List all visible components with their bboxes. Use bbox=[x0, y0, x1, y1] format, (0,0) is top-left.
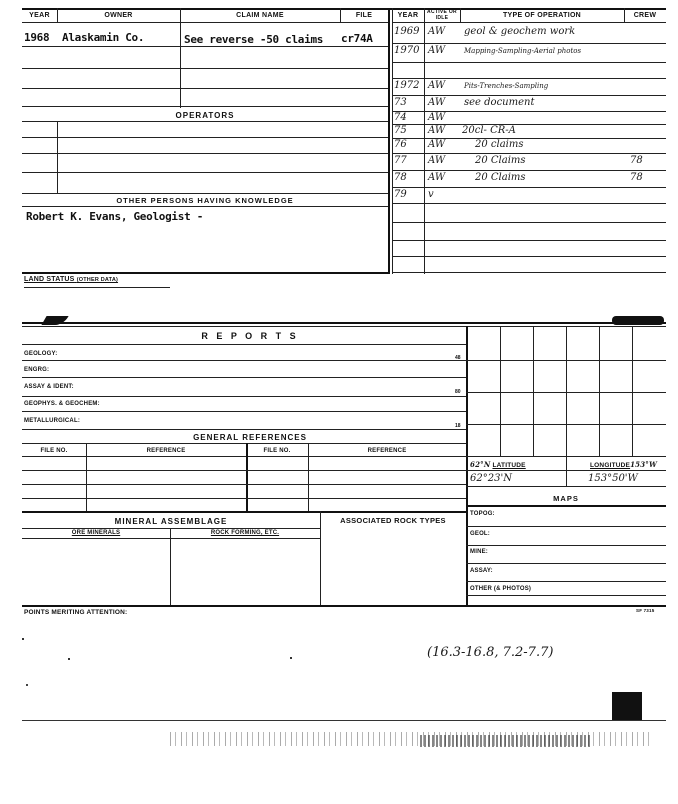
reports-top-border-2 bbox=[22, 326, 666, 327]
operation-status: AW bbox=[428, 172, 446, 183]
col-line bbox=[86, 443, 87, 511]
map-row-line bbox=[466, 526, 666, 527]
bottom-rule bbox=[22, 720, 666, 721]
speckle bbox=[290, 657, 292, 659]
operation-type: 20 Claims bbox=[475, 155, 526, 166]
divider-reports-right bbox=[466, 326, 468, 606]
divider-left-right bbox=[388, 8, 390, 274]
map-row-line bbox=[466, 581, 666, 582]
op-row-line bbox=[392, 78, 666, 79]
owner-row-line bbox=[22, 68, 388, 69]
operation-type: see document bbox=[464, 97, 535, 108]
reports-title: R E P O R T S bbox=[201, 331, 299, 341]
operation-status: AW bbox=[428, 155, 446, 166]
owner-file: cr74A bbox=[341, 32, 373, 45]
speckle bbox=[22, 638, 24, 640]
grid-line bbox=[599, 326, 600, 456]
reports-top-border bbox=[22, 322, 666, 324]
mineral-rule bbox=[22, 528, 320, 529]
ore-minerals-header: ORE MINERALS bbox=[71, 530, 121, 536]
land-status-underline bbox=[24, 287, 170, 288]
ref-row-line bbox=[22, 484, 466, 485]
form-code: SF 7315 bbox=[636, 608, 655, 613]
owner-name: Alaskamin Co. bbox=[62, 31, 145, 44]
other-persons-title: OTHER PERSONS HAVING KNOWLEDGE bbox=[116, 196, 294, 205]
operation-type: Pits-Trenches-Sampling bbox=[464, 82, 549, 90]
longitude-label: LONGITUDE153°W bbox=[590, 460, 658, 469]
col-line bbox=[180, 8, 181, 108]
operators-title: OPERATORS bbox=[175, 111, 235, 120]
references-bottom bbox=[22, 511, 466, 513]
col-line bbox=[308, 443, 309, 511]
operators-rule bbox=[22, 121, 388, 122]
longitude-value: 153°50'W bbox=[588, 473, 638, 484]
other-person-name: Robert K. Evans, Geologist - bbox=[26, 210, 204, 223]
report-geophys: GEOPHYS. & GEOCHEM: bbox=[24, 401, 100, 407]
map-row-line bbox=[466, 545, 666, 546]
lat-long-bottom bbox=[466, 486, 666, 487]
col-line bbox=[424, 8, 425, 274]
header-rule-right bbox=[392, 22, 666, 23]
operation-year: 74 bbox=[394, 112, 407, 123]
mineral-header-rule bbox=[22, 538, 320, 539]
grid-line bbox=[466, 392, 666, 393]
operation-year: 75 bbox=[394, 125, 407, 136]
report-row-line bbox=[22, 377, 466, 378]
header-file: FILE bbox=[355, 12, 373, 19]
latitude-label: 62°N LATITUDE bbox=[470, 460, 526, 469]
owner-row-line bbox=[22, 46, 388, 47]
owner-claim-name: See reverse -50 claims bbox=[184, 33, 324, 46]
associated-rock-types-title: ASSOCIATED ROCK TYPES bbox=[340, 516, 446, 525]
references-rule bbox=[22, 443, 466, 444]
report-row-line bbox=[22, 396, 466, 397]
report-row-line bbox=[22, 429, 466, 430]
speckle bbox=[68, 658, 70, 660]
punch-mark-bottom bbox=[612, 692, 642, 720]
map-geol: GEOL: bbox=[470, 531, 490, 537]
col-line bbox=[246, 443, 248, 511]
ref-row-line bbox=[22, 470, 466, 471]
op-row-line bbox=[392, 62, 666, 63]
grid-line bbox=[466, 360, 666, 361]
operation-status: AW bbox=[428, 26, 446, 37]
op-row-line bbox=[392, 170, 666, 171]
grid-line bbox=[632, 326, 633, 456]
header-year: YEAR bbox=[29, 12, 50, 19]
report-number: 48 bbox=[455, 355, 461, 361]
col-line bbox=[170, 528, 171, 606]
latitude-value: 62°23'N bbox=[470, 473, 512, 484]
land-status-title: LAND STATUS (OTHER DATA) bbox=[24, 276, 119, 283]
operation-type: 20 claims bbox=[475, 139, 524, 150]
operator-row-line bbox=[22, 193, 388, 194]
owner-year: 1968 bbox=[24, 31, 50, 44]
report-assay: ASSAY & IDENT: bbox=[24, 384, 74, 390]
rock-forming-header: ROCK FORMING, ETC. bbox=[210, 530, 280, 536]
ref-header-reference-2: REFERENCE bbox=[367, 448, 407, 454]
owner-row-line bbox=[22, 88, 388, 89]
operation-status: AW bbox=[428, 125, 446, 136]
ref-row-line bbox=[22, 498, 466, 499]
header-year-2: YEAR bbox=[397, 12, 419, 19]
divider-left-right-inner bbox=[392, 8, 393, 274]
operation-year: 1972 bbox=[394, 80, 420, 91]
references-header-rule bbox=[22, 456, 466, 457]
mineral-assemblage-title: MINERAL ASSEMBLAGE bbox=[114, 517, 228, 526]
operation-crew: 78 bbox=[630, 155, 643, 166]
operation-status: AW bbox=[428, 97, 446, 108]
operation-status: v bbox=[428, 189, 434, 200]
report-metallurgical: METALLURGICAL: bbox=[24, 418, 81, 424]
header-crew: CREW bbox=[633, 12, 657, 19]
map-mine: MINE: bbox=[470, 549, 488, 555]
operation-type: 20 Claims bbox=[475, 172, 526, 183]
report-row-line bbox=[22, 360, 466, 361]
op-row-line bbox=[392, 43, 666, 44]
op-row-line bbox=[392, 153, 666, 154]
operation-year: 73 bbox=[394, 97, 407, 108]
map-row-line bbox=[466, 595, 666, 596]
op-row-line bbox=[392, 95, 666, 96]
operator-row-line bbox=[22, 172, 388, 173]
op-row-line bbox=[392, 187, 666, 188]
lat-long-rule bbox=[466, 470, 666, 471]
report-number: 80 bbox=[455, 389, 461, 395]
grid-line bbox=[500, 326, 501, 456]
operation-status: AW bbox=[428, 112, 446, 123]
general-references-title: GENERAL REFERENCES bbox=[193, 433, 307, 442]
operation-year: 1970 bbox=[394, 45, 420, 56]
speckle bbox=[26, 684, 28, 686]
points-meriting-attention: POINTS MERITING ATTENTION: bbox=[24, 609, 128, 616]
grid-line bbox=[533, 326, 534, 456]
ref-header-file-no-2: FILE NO. bbox=[263, 448, 291, 454]
operator-row-line bbox=[22, 137, 388, 138]
map-row-line bbox=[466, 563, 666, 564]
owner-row-line bbox=[22, 106, 388, 107]
operation-year: 79 bbox=[394, 189, 407, 200]
ref-header-file-no: FILE NO. bbox=[40, 448, 68, 454]
handwritten-note: (16.3-16.8, 7.2-7.7) bbox=[427, 645, 554, 660]
header-active-idle: ACTIVE OR IDLE bbox=[427, 9, 457, 21]
top-border bbox=[22, 8, 666, 10]
op-row-line bbox=[392, 203, 666, 204]
operation-type: Mapping-Sampling-Aerial photos bbox=[464, 47, 582, 55]
operation-year: 76 bbox=[394, 139, 407, 150]
operation-type: geol & geochem work bbox=[464, 26, 576, 37]
col-line bbox=[320, 511, 321, 606]
map-topog: TOPOG: bbox=[470, 511, 495, 517]
other-persons-rule bbox=[22, 206, 388, 207]
report-geology: GEOLOGY: bbox=[24, 351, 58, 357]
col-line bbox=[566, 456, 567, 486]
operation-year: 1969 bbox=[394, 26, 420, 37]
report-number: 18 bbox=[455, 423, 461, 429]
operation-status: AW bbox=[428, 139, 446, 150]
operation-year: 77 bbox=[394, 155, 407, 166]
maps-title: MAPS bbox=[553, 494, 579, 503]
operation-status: AW bbox=[428, 80, 446, 91]
header-rule-left bbox=[22, 22, 388, 23]
report-row-line bbox=[22, 411, 466, 412]
operation-crew: 78 bbox=[630, 172, 643, 183]
grid-line bbox=[566, 326, 567, 456]
grid-line bbox=[466, 424, 666, 425]
op-row-line bbox=[392, 222, 666, 223]
report-engrg: ENGRG: bbox=[24, 367, 50, 373]
maps-rule bbox=[466, 505, 666, 507]
reports-rule bbox=[22, 344, 466, 345]
left-bottom-border bbox=[22, 272, 388, 274]
scan-noise-dense bbox=[420, 735, 590, 747]
right-bottom-border bbox=[392, 272, 666, 273]
operation-type: 20cl- CR-A bbox=[462, 125, 516, 136]
ref-header-reference: REFERENCE bbox=[146, 448, 186, 454]
reports-bottom-border bbox=[22, 605, 666, 607]
operation-year: 78 bbox=[394, 172, 407, 183]
header-type-of-operation: TYPE OF OPERATION bbox=[502, 12, 582, 19]
map-other: OTHER (& PHOTOS) bbox=[470, 586, 532, 592]
col-line bbox=[57, 121, 58, 193]
operation-status: AW bbox=[428, 45, 446, 56]
operator-row-line bbox=[22, 153, 388, 154]
map-assay: ASSAY: bbox=[470, 568, 493, 574]
header-claim-name: CLAIM NAME bbox=[236, 12, 284, 19]
header-owner: OWNER bbox=[104, 12, 133, 19]
op-row-line bbox=[392, 256, 666, 257]
op-row-line bbox=[392, 240, 666, 241]
